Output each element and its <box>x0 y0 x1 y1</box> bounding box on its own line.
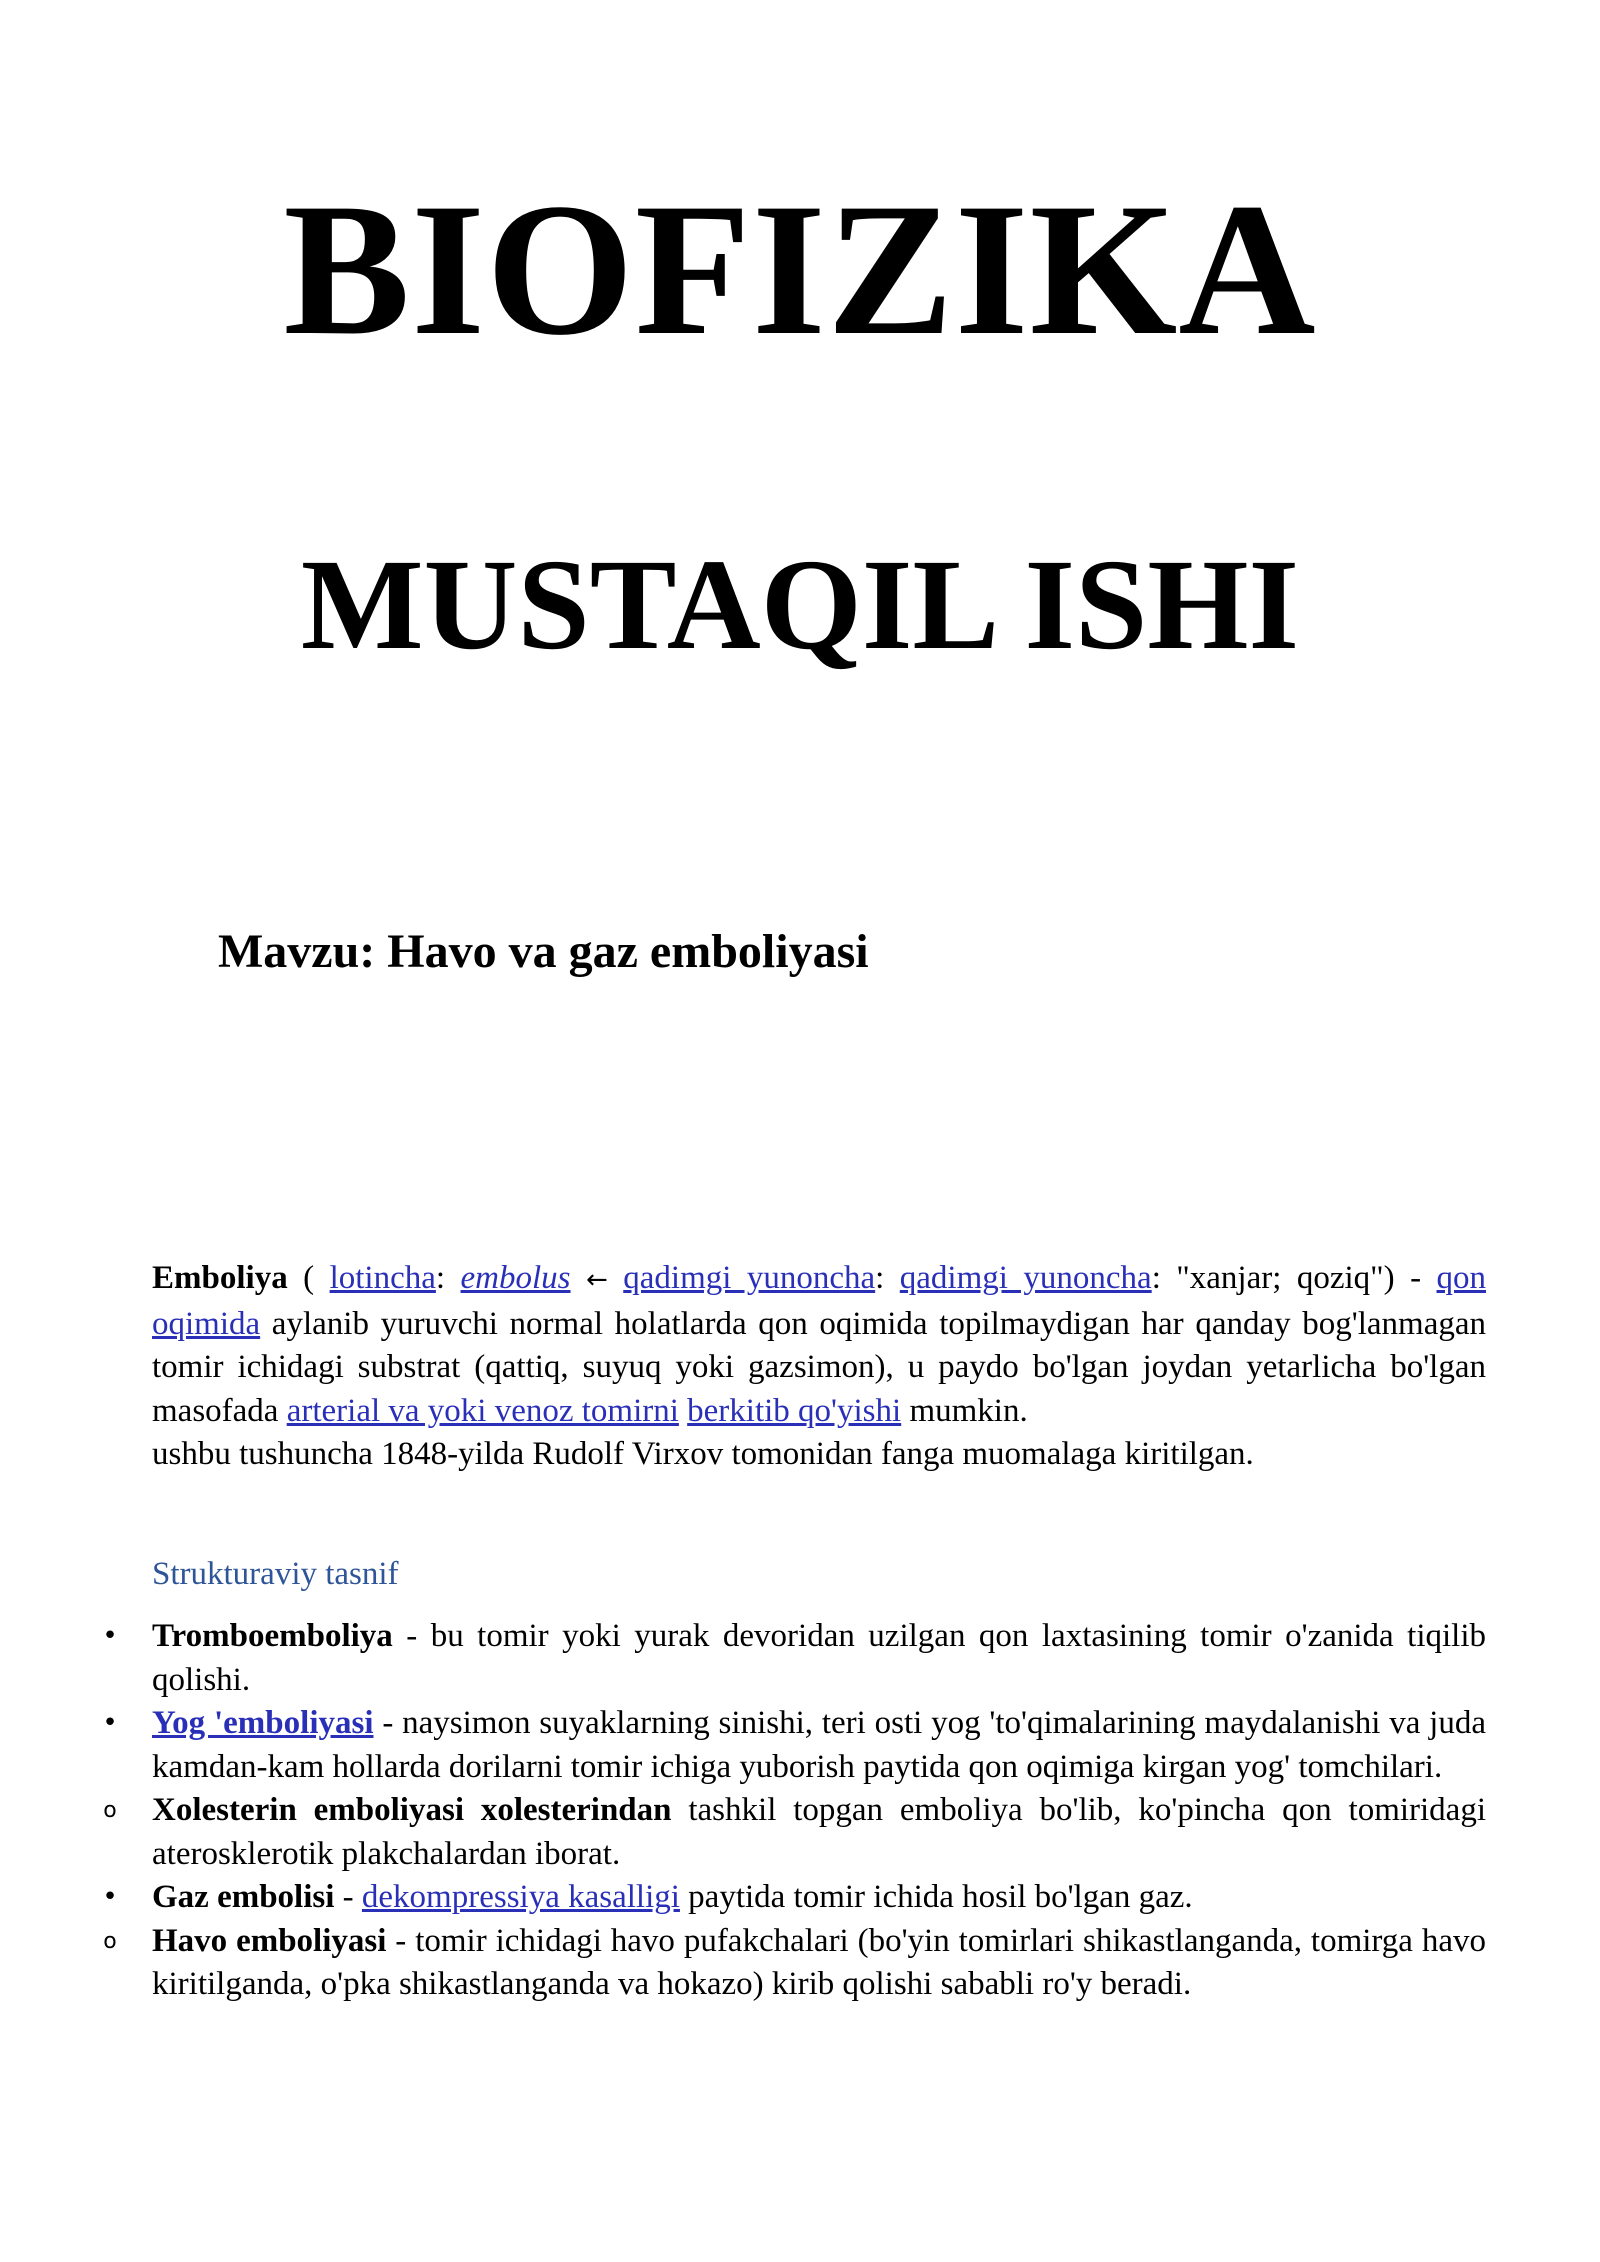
link-arterial-venoz[interactable]: arterial va yoki venoz tomirni <box>286 1392 679 1429</box>
circle-bullet-icon: o <box>103 1928 117 1954</box>
list-item <box>102 1876 1486 1920</box>
colon: : <box>435 1260 461 1296</box>
list-item-text: tashkil topgan emboliya bo'lib, ko'pincha qon tomiridagi aterosklerotik plakchalardan iborat. <box>152 1792 1486 1872</box>
paren-open: ( <box>287 1260 330 1296</box>
list-item-term: Xolesterin emboliyasi xolesterindan <box>152 1792 672 1828</box>
classification-list <box>102 1615 1486 2007</box>
list-item-text: paytida tomir ichida hosil bo'lgan gaz. <box>679 1879 1193 1915</box>
topic-heading: Mavzu: Havo va gaz emboliyasi <box>218 925 869 978</box>
link-embolus[interactable] <box>461 1260 571 1296</box>
circle-bullet-icon: o <box>103 1798 117 1823</box>
history-line: ushbu tushuncha 1848-yilda Rudolf Virxov tomonidan fanga muomalaga kiritilgan. <box>152 1436 1254 1472</box>
intro-definition <box>152 1257 1486 1433</box>
dash: - <box>334 1879 362 1915</box>
intro-paragraph <box>152 1257 1486 1477</box>
document-subtitle: MUSTAQIL ISHI <box>300 533 1300 677</box>
list-item-term: Havo emboliyasi <box>152 1922 387 1959</box>
link-qadimgi-yunoncha-2[interactable]: qadimgi yunoncha <box>899 1260 1152 1296</box>
term-emboliya: Emboliya <box>152 1260 288 1296</box>
document-title: BIOFIZIKA <box>283 165 1317 375</box>
list-item <box>102 1615 1486 1702</box>
list-item-term: Tromboemboliya <box>152 1618 393 1654</box>
list-item <box>102 1702 1486 1789</box>
link-lotincha[interactable]: lotincha <box>329 1260 436 1296</box>
embolus-word: embolus <box>460 1260 571 1296</box>
list-item-text: - tomir ichidagi havo pufakchalari (bo'yin tomirlari shikastlanganda, tomirga havo kiritilganda, o'pka shikastlanganda va hokazo) kirib qolishi sababli ro'y beradi. <box>152 1922 1486 2002</box>
space <box>679 1393 687 1429</box>
link-qadimgi-yunoncha-1[interactable]: qadimgi yunoncha <box>623 1260 876 1296</box>
list-item <box>103 1920 1486 2007</box>
list-item-text: - bu tomir yoki yurak devoridan uzilgan qon laxtasining tomir o'zanida tiqilib qolishi. <box>152 1618 1486 1698</box>
bullet-icon: • <box>102 1882 118 1912</box>
link-berkitib[interactable]: berkitib qo'yishi <box>687 1392 902 1429</box>
list-item <box>103 1789 1486 1876</box>
bullet-icon: • <box>102 1708 118 1738</box>
list-item-term: Gaz embolisi <box>152 1879 335 1915</box>
colon: : <box>875 1260 900 1296</box>
link-qon-oqimida[interactable]: qon oqimida <box>152 1260 1487 1342</box>
definition-text: aylanib yuruvchi normal holatlarda qon oqimida topilmaydigan har qanday bog'lanmagan tomir ichidagi substrat (qattiq, suyuq yoki gazsimon), u paydo bo'lgan joydan yetarlicha bo'lgan masofada <box>152 1305 1486 1429</box>
meaning-text: : "xanjar; qoziq") - <box>1151 1260 1437 1296</box>
link-dekompressiya[interactable]: dekompressiya kasalligi <box>361 1879 680 1915</box>
left-arrow-icon: ← <box>570 1265 624 1295</box>
list-item-text: - naysimon suyaklarning sinishi, teri osti yog 'to'qimalarining maydalanishi va juda kamdan-kam hollarda dorilarni tomir ichiga yuborish paytida qon oqimiga kirgan yog' tomchilari. <box>152 1705 1486 1785</box>
section-heading: Strukturaviy tasnif <box>152 1556 399 1592</box>
definition-end: mumkin. <box>901 1392 1028 1429</box>
link-yog-emboliyasi[interactable]: Yog 'emboliyasi <box>152 1705 374 1741</box>
bullet-icon: • <box>102 1621 118 1651</box>
